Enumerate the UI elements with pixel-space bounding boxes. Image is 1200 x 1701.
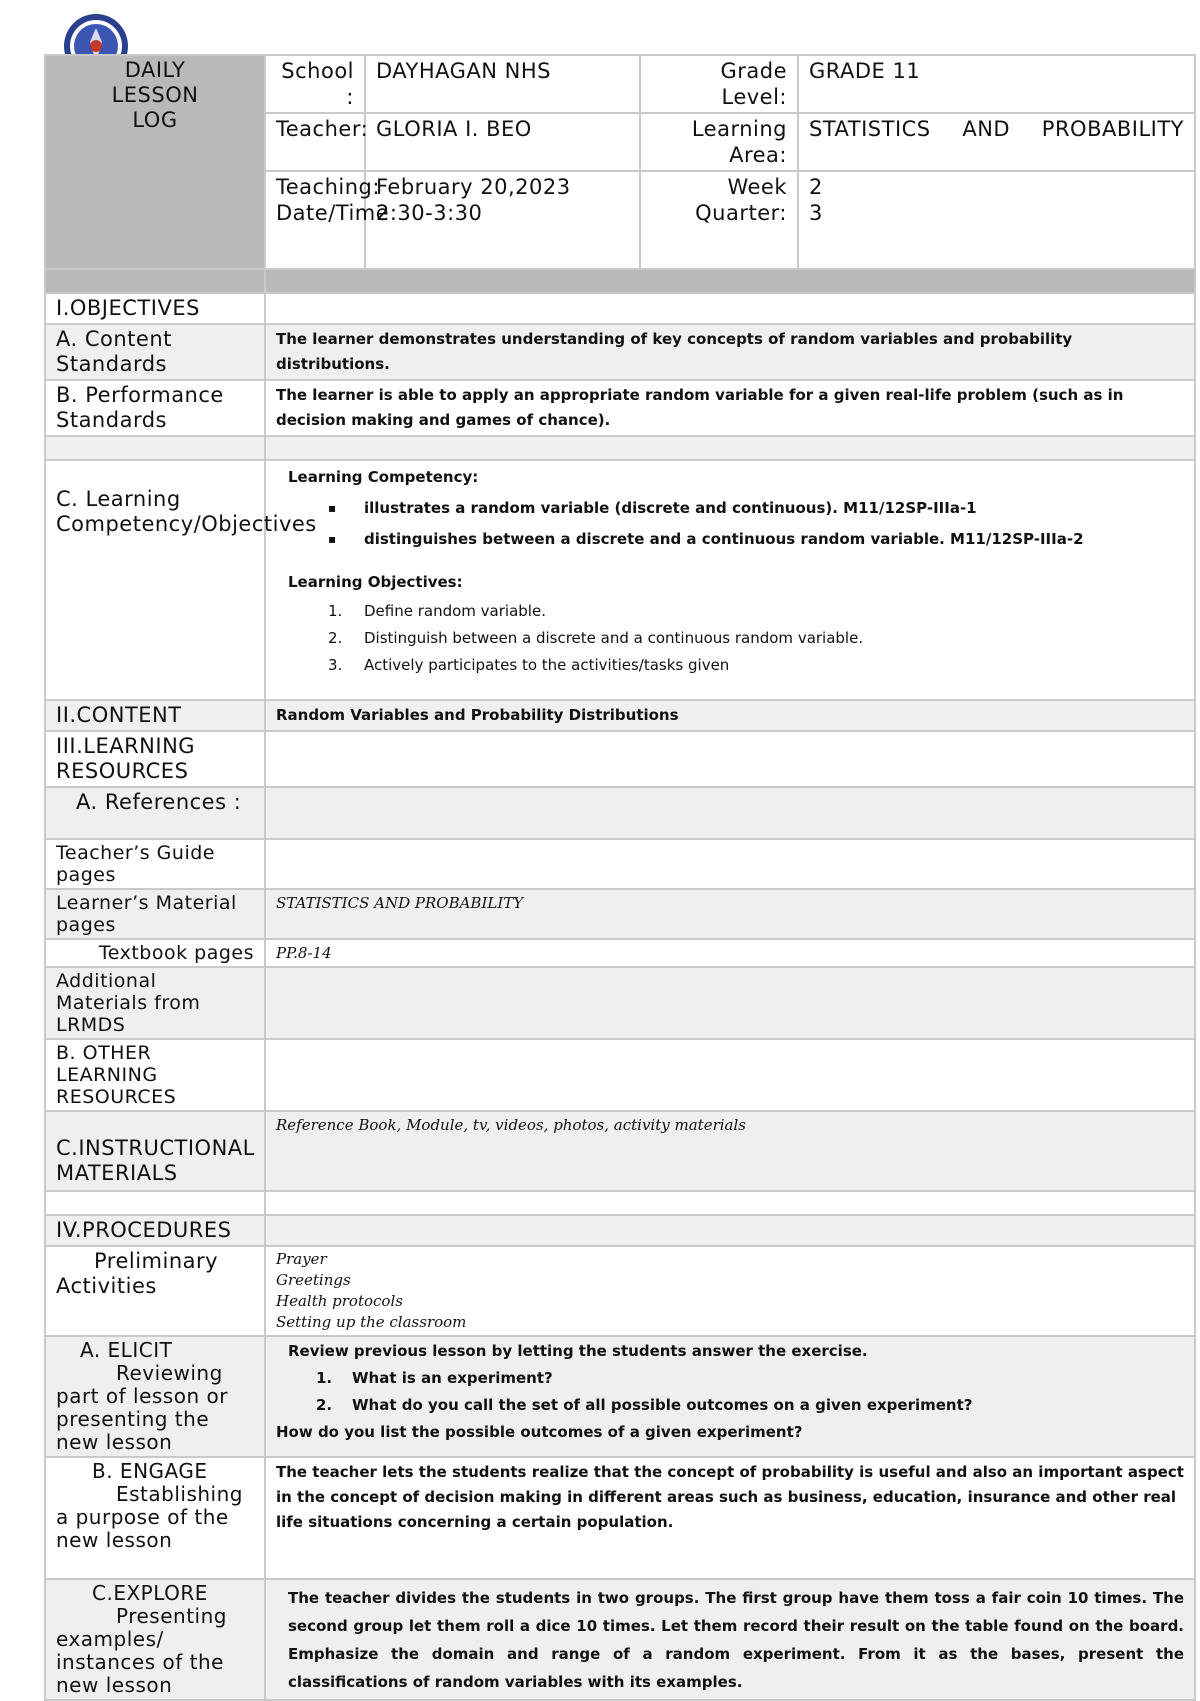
area-value: STATISTICS AND PROBABILITY bbox=[798, 113, 1195, 171]
preliminary-label: Preliminary Activities bbox=[45, 1246, 265, 1336]
lrmds-label: Additional Materials from LRMDS bbox=[45, 967, 265, 1039]
objective-item: 3. Actively participates to the activities/tasks given bbox=[328, 656, 730, 674]
daily-lesson-log-table bbox=[44, 54, 1196, 1701]
elicit-questions bbox=[316, 1366, 1184, 1418]
spacer2-left bbox=[45, 1191, 265, 1215]
elicit-question: 1. What is an experiment? bbox=[316, 1369, 553, 1387]
objectives-title: Learning Objectives: bbox=[288, 573, 463, 591]
other-resources-label: B. OTHER LEARNING RESOURCES bbox=[45, 1039, 265, 1111]
school-label: School : bbox=[265, 55, 365, 113]
date-label: Teaching: Date/Time bbox=[265, 171, 365, 269]
explore-label bbox=[45, 1579, 265, 1700]
competency-item: ▪ distinguishes between a discrete and a continuous random variable. M11/12SP-IIIa-2 bbox=[328, 527, 1184, 552]
objectives-empty bbox=[265, 293, 1195, 324]
grade-label: Grade Level: bbox=[640, 55, 798, 113]
teacher-label: Teacher: bbox=[265, 113, 365, 171]
instructional-materials-value: Reference Book, Module, tv, videos, photos, activity materials bbox=[265, 1111, 1195, 1191]
date-value: February 20,2023 bbox=[376, 175, 571, 199]
performance-standards-value: The learner is able to apply an appropriate random variable for a given real-life problem (such as in decision making and games of chance). bbox=[265, 380, 1195, 436]
elicit-closing: How do you list the possible outcomes of a given experiment? bbox=[276, 1423, 803, 1441]
learners-material-value: STATISTICS AND PROBABILITY bbox=[265, 889, 1195, 939]
week-quarter-values bbox=[798, 171, 1195, 269]
preliminary-list bbox=[265, 1246, 1195, 1336]
engage-title: B. ENGAGE bbox=[92, 1459, 208, 1483]
lesson-log-title: DAILY LESSON LOG bbox=[45, 55, 265, 269]
competency-item: ▪ illustrates a random variable (discrete and continuous). M11/12SP-IIIa-1 bbox=[328, 496, 1184, 521]
resources-heading: III.LEARNING RESOURCES bbox=[45, 731, 265, 787]
explore-value: The teacher divides the students in two groups. The first group have them toss a fair coin 10 times. The second group let them roll a dice 10 times. Let them record their result on the table found on the board. Emphasize the domain and range of a random experiment. From it as the bases, present the classifications of random variables with its examples. bbox=[265, 1579, 1195, 1700]
content-standards-label: A. Content Standards bbox=[45, 324, 265, 380]
week-value: 2 bbox=[809, 175, 823, 199]
engage-label bbox=[45, 1457, 265, 1579]
instructional-materials-label: C.INSTRUCTIONAL MATERIALS bbox=[45, 1111, 265, 1191]
competency-list bbox=[328, 496, 1184, 552]
competency-label: C. Learning Competency/Objectives bbox=[45, 460, 265, 700]
week-label: Week bbox=[727, 175, 787, 199]
date-time-value bbox=[365, 171, 640, 269]
engage-value: The teacher lets the students realize that the concept of probability is useful and also an important aspect in the concept of decision making in different areas such as business, education, insurance and other real life situations concerning a certain population. bbox=[265, 1457, 1195, 1579]
procedures-empty bbox=[265, 1215, 1195, 1246]
content-standards-value: The learner demonstrates understanding of key concepts of random variables and probability distributions. bbox=[265, 324, 1195, 380]
teacher-value: GLORIA I. BEO bbox=[365, 113, 640, 171]
quarter-label: Quarter: bbox=[695, 201, 787, 225]
explore-title: C.EXPLORE bbox=[92, 1581, 208, 1605]
prelim-item: Health protocols bbox=[276, 1292, 403, 1310]
week-quarter-labels bbox=[640, 171, 798, 269]
resources-empty bbox=[265, 731, 1195, 787]
objective-item: 2. Distinguish between a discrete and a continuous random variable. bbox=[328, 629, 864, 647]
elicit-cell bbox=[265, 1336, 1195, 1457]
elicit-question: 2. What do you call the set of all possible outcomes on a given experiment? bbox=[316, 1396, 973, 1414]
elicit-title: A. ELICIT bbox=[80, 1338, 173, 1362]
time-value: 2:30-3:30 bbox=[376, 201, 483, 225]
prelim-item: Setting up the classroom bbox=[276, 1313, 467, 1331]
teachers-guide-value bbox=[265, 839, 1195, 889]
textbook-value: PP.8-14 bbox=[265, 939, 1195, 967]
content-heading: II.CONTENT bbox=[45, 700, 265, 731]
quarter-value: 3 bbox=[809, 201, 823, 225]
references-label: A. References : bbox=[45, 787, 265, 839]
spacer2-right bbox=[265, 1191, 1195, 1215]
procedures-heading: IV.PROCEDURES bbox=[45, 1215, 265, 1246]
textbook-label: Textbook pages bbox=[45, 939, 265, 967]
elicit-intro: Review previous lesson by letting the students answer the exercise. bbox=[288, 1342, 868, 1360]
spacer-left bbox=[45, 436, 265, 460]
elicit-label bbox=[45, 1336, 265, 1457]
band-left bbox=[45, 269, 265, 293]
explore-subtitle: Presenting examples/ instances of the new lesson bbox=[56, 1604, 227, 1697]
references-empty bbox=[265, 787, 1195, 839]
band-right bbox=[265, 269, 1195, 293]
grade-value: GRADE 11 bbox=[798, 55, 1195, 113]
spacer-right bbox=[265, 436, 1195, 460]
other-resources-value bbox=[265, 1039, 1195, 1111]
school-value: DAYHAGAN NHS bbox=[365, 55, 640, 113]
objectives-heading: I.OBJECTIVES bbox=[45, 293, 265, 324]
engage-subtitle: Establishing a purpose of the new lesson bbox=[56, 1482, 243, 1552]
area-label: Learning Area: bbox=[640, 113, 798, 171]
objectives-list bbox=[328, 599, 1184, 678]
performance-standards-label: B. Performance Standards bbox=[45, 380, 265, 436]
prelim-item: Prayer bbox=[276, 1250, 327, 1268]
teachers-guide-label: Teacher’s Guide pages bbox=[45, 839, 265, 889]
elicit-subtitle: Reviewing part of lesson or presenting the new lesson bbox=[56, 1361, 228, 1454]
objective-item: 1. Define random variable. bbox=[328, 602, 546, 620]
lrmds-value bbox=[265, 967, 1195, 1039]
prelim-item: Greetings bbox=[276, 1271, 351, 1289]
competency-title: Learning Competency: bbox=[288, 468, 479, 486]
competency-cell bbox=[265, 460, 1195, 700]
content-value: Random Variables and Probability Distributions bbox=[265, 700, 1195, 731]
learners-material-label: Learner’s Material pages bbox=[45, 889, 265, 939]
